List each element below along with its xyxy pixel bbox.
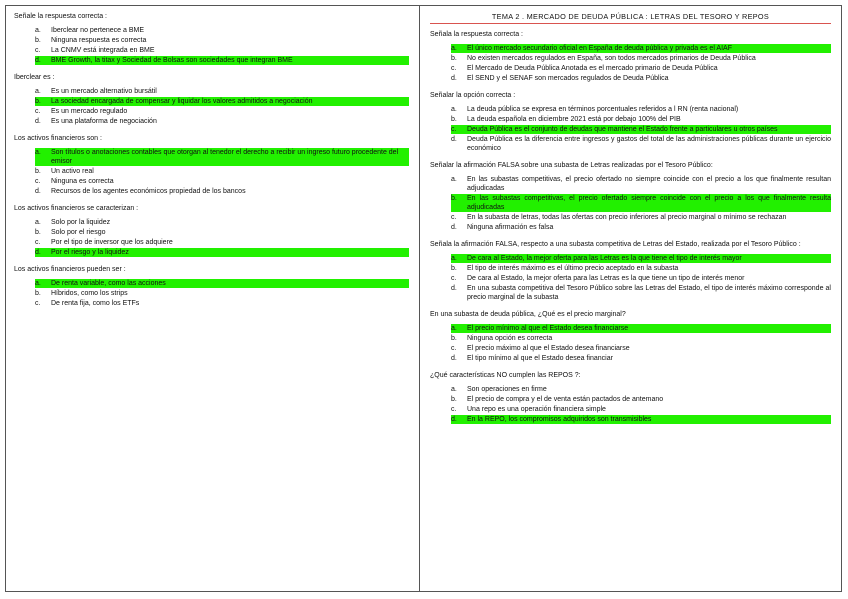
option-text: Solo por el riesgo: [51, 229, 106, 236]
question-block: [14, 73, 409, 126]
correct-answer-option: [451, 194, 831, 212]
option-letter: d.: [451, 224, 457, 231]
option-text: Por el riesgo y la liquidez: [51, 249, 129, 256]
correct-answer-option: [451, 125, 831, 134]
option-letter: a.: [35, 219, 41, 226]
option-letter: d.: [451, 136, 457, 143]
option-text: Es un mercado regulado: [51, 108, 128, 115]
option-letter: d.: [35, 57, 41, 64]
option-list: [430, 44, 831, 83]
answer-option: [451, 213, 831, 222]
answer-option: [35, 177, 409, 186]
left-column: [6, 6, 420, 591]
answer-option: [451, 175, 831, 193]
option-letter: b.: [35, 168, 41, 175]
answer-option: [35, 167, 409, 176]
option-text: En la REPO, los compromisos adquiridos son transmisibles: [467, 416, 652, 423]
option-list: [430, 254, 831, 302]
question-text: Señala la respuesta correcta :: [430, 31, 523, 38]
option-text: Híbridos, como los strips: [51, 290, 128, 297]
answer-option: [451, 135, 831, 153]
answer-option: [35, 26, 409, 35]
answer-option: [451, 334, 831, 343]
option-list: [14, 148, 409, 196]
option-letter: b.: [35, 290, 41, 297]
option-letter: c.: [35, 300, 41, 307]
option-text: La CNMV está integrada en BME: [51, 47, 155, 54]
option-list: [14, 87, 409, 126]
option-text: Por el tipo de inversor que los adquiere: [51, 239, 173, 246]
question-text: Señale la respuesta correcta :: [14, 13, 107, 20]
option-letter: b.: [451, 396, 457, 403]
question-text: ¿Qué características NO cumplen las REPOS ?:: [430, 372, 581, 379]
question-block: [14, 134, 409, 196]
answer-option: [451, 115, 831, 124]
option-text: De renta fija, como los ETFs: [51, 300, 140, 307]
answer-option: [451, 105, 831, 114]
option-text: La deuda española en diciembre 2021 está por debajo 100% del PIB: [467, 116, 681, 123]
question-block: [430, 91, 831, 153]
option-letter: a.: [35, 280, 41, 287]
option-text: Deuda Pública es el conjunto de deudas que mantiene el Estado frente a particulares u otros países: [467, 126, 778, 133]
option-text: Son títulos o anotaciones contables que otorgan al tenedor el derecho a recibir un ingreso futuro procedente del emisor: [51, 149, 399, 165]
answer-option: [35, 228, 409, 237]
option-letter: d.: [451, 355, 457, 362]
answer-option: [35, 289, 409, 298]
option-text: De cara al Estado, la mejor oferta para las Letras es la que tiene el tipo de interés mayor: [467, 255, 742, 262]
answer-option: [451, 64, 831, 73]
option-text: Ninguna opción es correcta: [467, 335, 553, 342]
option-text: De cara al Estado, la mejor oferta para las Letras es la que tiene un tipo de interés menor: [467, 275, 745, 282]
answer-option: [451, 395, 831, 404]
option-list: [14, 26, 409, 65]
option-letter: c.: [35, 47, 41, 54]
option-letter: d.: [451, 285, 457, 292]
option-text: Es una plataforma de negociación: [51, 118, 157, 125]
option-letter: b.: [35, 98, 41, 105]
option-letter: b.: [35, 229, 41, 236]
answer-option: [35, 87, 409, 96]
option-text: Recursos de los agentes económicos propiedad de los bancos: [51, 188, 246, 195]
option-list: [14, 218, 409, 257]
option-letter: a.: [451, 106, 457, 113]
option-letter: d.: [35, 249, 41, 256]
question-text: Señalar la opción correcta :: [430, 92, 516, 99]
answer-option: [451, 344, 831, 353]
option-text: Son operaciones en firme: [467, 386, 547, 393]
option-text: Una repo es una operación financiera simple: [467, 406, 606, 413]
question-text: Los activos financieros pueden ser :: [14, 266, 126, 273]
option-text: El precio máximo al que el Estado desea financiarse: [467, 345, 630, 352]
option-text: Iberclear no pertenece a BME: [51, 27, 144, 34]
option-text: Ninguna es correcta: [51, 178, 114, 185]
answer-option: [451, 405, 831, 414]
answer-option: [35, 46, 409, 55]
answer-option: [35, 187, 409, 196]
correct-answer-option: [35, 56, 409, 65]
question-text: Señala la afirmación FALSA, respecto a una subasta competitiva de Letras del Estado, realizada por el Tesoro Público :: [430, 241, 801, 248]
option-letter: a.: [451, 325, 457, 332]
option-text: De renta variable, como las acciones: [51, 280, 166, 287]
correct-answer-option: [451, 415, 831, 424]
answer-option: [451, 284, 831, 302]
option-text: Es un mercado alternativo bursátil: [51, 88, 157, 95]
option-letter: c.: [451, 65, 457, 72]
answer-option: [35, 107, 409, 116]
option-letter: a.: [451, 386, 457, 393]
option-letter: c.: [451, 275, 457, 282]
option-letter: b.: [451, 116, 457, 123]
option-letter: b.: [451, 335, 457, 342]
correct-answer-option: [35, 279, 409, 288]
option-text: No existen mercados regulados en España, son todos mercados primarios de Deuda Pública: [467, 55, 756, 62]
correct-answer-option: [451, 254, 831, 263]
document-page: [5, 5, 842, 592]
option-letter: a.: [451, 45, 457, 52]
option-letter: d.: [35, 188, 41, 195]
answer-option: [451, 385, 831, 394]
option-text: El tipo mínimo al que el Estado desea financiar: [467, 355, 613, 362]
option-letter: c.: [35, 178, 41, 185]
option-letter: c.: [451, 406, 457, 413]
option-letter: a.: [35, 149, 41, 156]
question-text: Los activos financieros se caracterizan :: [14, 205, 139, 212]
answer-option: [451, 74, 831, 83]
option-letter: a.: [35, 27, 41, 34]
correct-answer-option: [35, 248, 409, 257]
question-text: En una subasta de deuda pública, ¿Qué es el precio marginal?: [430, 311, 626, 318]
question-text: Señalar la afirmación FALSA sobre una subasta de Letras realizadas por el Tesoro Público:: [430, 162, 713, 169]
option-text: En las subastas competitivas, el precio ofertado siempre coincide con el precio a los que finalmente resulta adjudicadas: [467, 195, 831, 211]
question-block: [14, 204, 409, 257]
option-text: Ninguna afirmación es falsa: [467, 224, 554, 231]
option-list: [430, 105, 831, 153]
option-text: BME Growth, la titax y Sociedad de Bolsas son sociedades que integran BME: [51, 57, 293, 64]
correct-answer-option: [35, 148, 409, 166]
option-letter: d.: [451, 75, 457, 82]
option-letter: c.: [451, 126, 457, 133]
answer-option: [35, 218, 409, 227]
correct-answer-option: [451, 324, 831, 333]
answer-option: [35, 36, 409, 45]
option-text: En la subasta de letras, todas las ofertas con precio inferiores al precio marginal o mínimo se rechazan: [467, 214, 787, 221]
section-header: TEMA 2 . MERCADO DE DEUDA PÚBLICA : LETRAS DEL TESORO Y REPOS: [430, 12, 831, 24]
option-list: [430, 175, 831, 232]
option-text: Deuda Pública es la diferencia entre ingresos y gastos del total de las administraciones públicas durante un ejercicio económico: [467, 136, 831, 152]
answer-option: [451, 223, 831, 232]
right-column: [420, 6, 841, 591]
correct-answer-option: [451, 44, 831, 53]
option-letter: a.: [35, 88, 41, 95]
answer-option: [35, 238, 409, 247]
option-list: [430, 385, 831, 424]
option-text: Ninguna respuesta es correcta: [51, 37, 147, 44]
question-block: [430, 240, 831, 302]
option-text: El precio mínimo al que el Estado desea financiarse: [467, 325, 629, 332]
option-text: La deuda pública se expresa en términos porcentuales referidos a l RN (renta nacional): [467, 106, 739, 113]
correct-answer-option: [35, 97, 409, 106]
question-block: [430, 371, 831, 424]
option-list: [430, 324, 831, 363]
option-text: El SEND y el SENAF son mercados regulados de Deuda Pública: [467, 75, 669, 82]
option-letter: d.: [35, 118, 41, 125]
option-letter: c.: [35, 239, 41, 246]
answer-option: [451, 264, 831, 273]
option-text: El tipo de interés máximo es el último precio aceptado en la subasta: [467, 265, 679, 272]
question-block: [14, 12, 409, 65]
right-question-list: [430, 30, 831, 424]
question-block: [430, 161, 831, 232]
question-block: [14, 265, 409, 308]
option-letter: c.: [35, 108, 41, 115]
option-list: [14, 279, 409, 308]
option-text: La sociedad encargada de compensar y liquidar los valores admitidos a negociación: [51, 98, 313, 105]
option-letter: b.: [451, 265, 457, 272]
option-letter: a.: [451, 255, 457, 262]
answer-option: [451, 274, 831, 283]
answer-option: [451, 54, 831, 63]
question-text: Los activos financieros son :: [14, 135, 102, 142]
option-text: En una subasta competitiva del Tesoro Público sobre las Letras del Estado, el tipo de interés máximo corresponde al precio marginal de la subasta: [467, 285, 831, 301]
answer-option: [35, 299, 409, 308]
option-text: Solo por la liquidez: [51, 219, 111, 226]
option-letter: c.: [451, 214, 457, 221]
option-text: En las subastas competitivas, el precio ofertado no siempre coincide con el precio a los que finalmente resultan adjudicadas: [467, 176, 831, 192]
option-letter: d.: [451, 416, 457, 423]
question-block: [430, 30, 831, 83]
question-block: [430, 310, 831, 363]
option-letter: a.: [451, 176, 457, 183]
option-letter: b.: [451, 55, 457, 62]
option-text: El precio de compra y el de venta están pactados de antemano: [467, 396, 664, 403]
question-text: Iberclear es :: [14, 74, 55, 81]
option-letter: b.: [451, 195, 457, 202]
answer-option: [35, 117, 409, 126]
option-text: Un activo real: [51, 168, 94, 175]
option-text: El Mercado de Deuda Pública Anotada es el mercado primario de Deuda Pública: [467, 65, 718, 72]
option-text: El único mercado secundario oficial en España de deuda pública y privada es el AIAF: [467, 45, 732, 52]
option-letter: b.: [35, 37, 41, 44]
option-letter: c.: [451, 345, 457, 352]
answer-option: [451, 354, 831, 363]
